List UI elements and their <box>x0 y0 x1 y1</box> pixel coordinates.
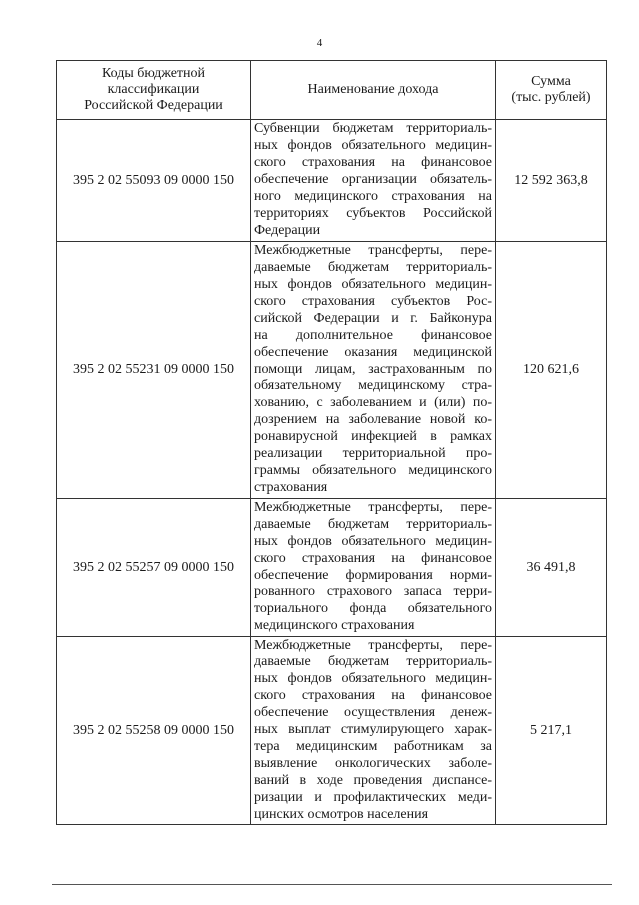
revenue-name-line: сийской Федерации и г. Байконура <box>254 310 492 326</box>
header-code-line: классификации <box>107 82 200 97</box>
header-code-line: Коды бюджетной <box>101 66 206 81</box>
header-sum-line: (тыс. рублей) <box>511 90 591 105</box>
revenue-name-line: обеспечение оказания медицинской <box>254 344 492 360</box>
revenue-name-line: цинских осмотров населения <box>254 806 429 822</box>
revenue-name-line: ского страхования на финансовое <box>254 550 492 566</box>
revenue-name-line: на дополнительное финансовое <box>254 327 492 343</box>
revenue-name-line: ронавирусной инфекцией в рамках <box>254 429 492 445</box>
revenue-name-line: ризации и профилактических меди- <box>254 789 492 805</box>
budget-code-cell: 395 2 02 55231 09 0000 150 <box>57 242 251 499</box>
revenue-name-line: Межбюджетные трансферты, пере- <box>254 243 492 259</box>
revenue-name-line: Межбюджетные трансферты, пере- <box>254 499 492 515</box>
header-code-line: Российской Федерации <box>84 98 223 113</box>
revenue-name-line: ных фондов обязательного медицин- <box>254 671 492 687</box>
revenue-name-line: ского страхования субъектов Рос- <box>254 293 492 309</box>
revenue-name-line: ского страхования на финансовое <box>254 155 492 171</box>
revenue-name-line: ского страхования на финансовое <box>254 688 492 704</box>
revenue-name-line: ных выплат стимулирующего харак- <box>254 722 492 738</box>
revenue-name-line: медицинского страхования <box>254 618 415 634</box>
header-code <box>57 61 251 120</box>
table-row <box>57 637 607 825</box>
revenue-name-line: ваний в ходе проведения диспансе- <box>254 772 492 788</box>
budget-code-cell: 395 2 02 55258 09 0000 150 <box>57 637 251 825</box>
sum-cell: 12 592 363,8 <box>496 120 607 242</box>
revenue-name-line: Федерации <box>254 222 321 238</box>
footer-divider <box>52 884 612 885</box>
table-header-row <box>57 61 607 120</box>
budget-code-cell: 395 2 02 55257 09 0000 150 <box>57 499 251 637</box>
revenue-name-line: даваемые бюджетам территориаль- <box>254 260 492 276</box>
revenue-name-line: хованию, с заболеванием и (или) по- <box>254 395 492 411</box>
revenue-name-line: даваемые бюджетам территориаль- <box>254 516 492 532</box>
budget-revenue-table <box>56 60 607 825</box>
table-row <box>57 242 607 499</box>
header-sum <box>496 61 607 120</box>
revenue-name-line: обеспечение формирования норми- <box>254 567 492 583</box>
revenue-name-line: ных фондов обязательного медицин- <box>254 138 492 154</box>
revenue-name-line: реализации территориальной про- <box>254 446 492 462</box>
revenue-name-line: Субвенции бюджетам территориаль- <box>254 121 492 137</box>
revenue-name-line: даваемые бюджетам территориаль- <box>254 654 492 670</box>
sum-cell: 5 217,1 <box>496 637 607 825</box>
page-number: 4 <box>316 37 323 49</box>
revenue-name-line: ных фондов обязательного медицин- <box>254 533 492 549</box>
revenue-name-line: рованного страхового запаса терри- <box>254 584 492 600</box>
revenue-name-cell <box>251 242 496 499</box>
revenue-name-line: тера медицинским работникам за <box>254 738 492 754</box>
table-row <box>57 499 607 637</box>
revenue-name-cell <box>251 499 496 637</box>
revenue-name-cell <box>251 637 496 825</box>
revenue-name-line: выявление онкологических заболе- <box>254 755 492 771</box>
budget-code-cell: 395 2 02 55093 09 0000 150 <box>57 120 251 242</box>
header-name <box>251 61 496 120</box>
revenue-name-line: граммы обязательного медицинского <box>254 462 492 478</box>
revenue-name-cell <box>251 120 496 242</box>
revenue-name-line: ных фондов обязательного медицин- <box>254 277 492 293</box>
revenue-name-line: ториального фонда обязательного <box>254 601 492 617</box>
revenue-name-line: территориях субъектов Российской <box>254 205 492 221</box>
revenue-name-line: Межбюджетные трансферты, пере- <box>254 637 492 653</box>
revenue-name-line: обязательному медицинскому стра- <box>254 378 492 394</box>
revenue-name-line: помощи лицам, застрахованным по <box>254 361 492 377</box>
revenue-name-line: обеспечение осуществления денеж- <box>254 705 492 721</box>
revenue-name-line: обеспечение организации обязатель- <box>254 172 492 188</box>
revenue-name-line: ного медицинского страхования на <box>254 188 492 204</box>
sum-cell: 120 621,6 <box>496 242 607 499</box>
sum-cell: 36 491,8 <box>496 499 607 637</box>
table-row <box>57 120 607 242</box>
header-name-line: Наименование дохода <box>307 82 439 97</box>
revenue-name-line: страхования <box>254 479 328 495</box>
revenue-name-line: дозрением на заболевание новой ко- <box>254 412 492 428</box>
header-sum-line: Сумма <box>531 74 571 89</box>
